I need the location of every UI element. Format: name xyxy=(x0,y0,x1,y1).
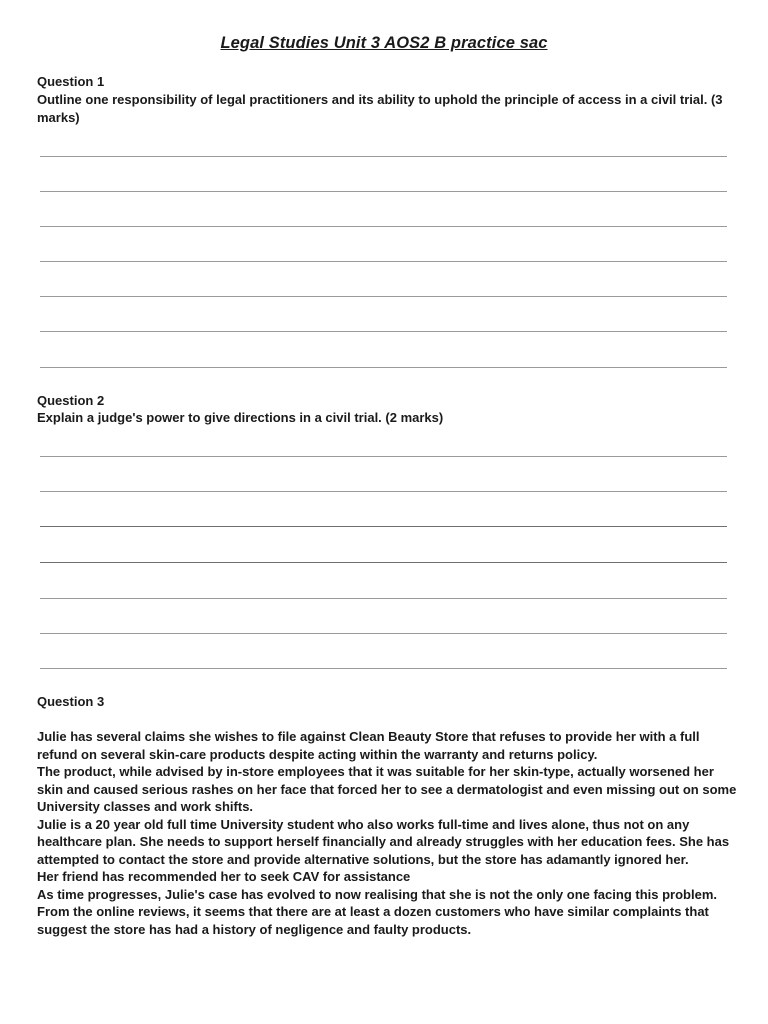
answer-line[interactable] xyxy=(40,226,727,227)
question-3-scenario xyxy=(37,728,737,938)
answer-line[interactable] xyxy=(40,296,727,297)
question-3-label: Question 3 xyxy=(37,694,105,709)
answer-line[interactable] xyxy=(40,191,727,192)
answer-line[interactable] xyxy=(40,367,727,368)
answer-line[interactable] xyxy=(40,331,727,332)
answer-line[interactable] xyxy=(40,456,727,457)
scenario-paragraph: As time progresses, Julie's case has evolved to now realising that she is not the only one facing this problem. From the online reviews, it seems that there are at least a dozen customers who have similar complaints that suggest the store has had a history of negligence and faulty products. xyxy=(37,886,717,937)
answer-line[interactable] xyxy=(40,562,727,563)
document-title: Legal Studies Unit 3 AOS2 B practice sac xyxy=(220,34,548,52)
question-1-label: Question 1 xyxy=(37,74,105,89)
answer-line[interactable] xyxy=(40,668,727,669)
answer-line[interactable] xyxy=(40,598,727,599)
answer-line[interactable] xyxy=(40,156,727,157)
question-1-prompt: Outline one responsibility of legal practitioners and its ability to uphold the principle of access in a civil trial. (3 marks) xyxy=(37,92,723,125)
scenario-paragraph: Her friend has recommended her to seek CAV for assistance xyxy=(37,869,411,884)
scenario-paragraph: Julie has several claims she wishes to file against Clean Beauty Store that refuses to provide her with a full refund on several skin-care products despite acting within the warranty and returns policy. xyxy=(37,729,700,762)
answer-line[interactable] xyxy=(40,491,727,492)
scenario-paragraph: The product, while advised by in-store employees that it was suitable for her skin-type, actually worsened her skin and caused serious rashes on her face that forced her to see a dermatologist and even missing out on some University classes and work shifts. xyxy=(37,764,737,814)
question-2-prompt: Explain a judge's power to give directions in a civil trial. (2 marks) xyxy=(37,410,444,425)
answer-line[interactable] xyxy=(40,633,727,634)
answer-line[interactable] xyxy=(40,261,727,262)
answer-line[interactable] xyxy=(40,526,727,527)
scenario-paragraph: Julie is a 20 year old full time University student who also works full-time and lives alone, thus not on any healthcare plan. She needs to support herself financially and already struggles with her education fees. She has attempted to contact the store and provide alternative solutions, but the store has adamantly ignored her. xyxy=(37,816,730,867)
question-2-label: Question 2 xyxy=(37,393,105,408)
